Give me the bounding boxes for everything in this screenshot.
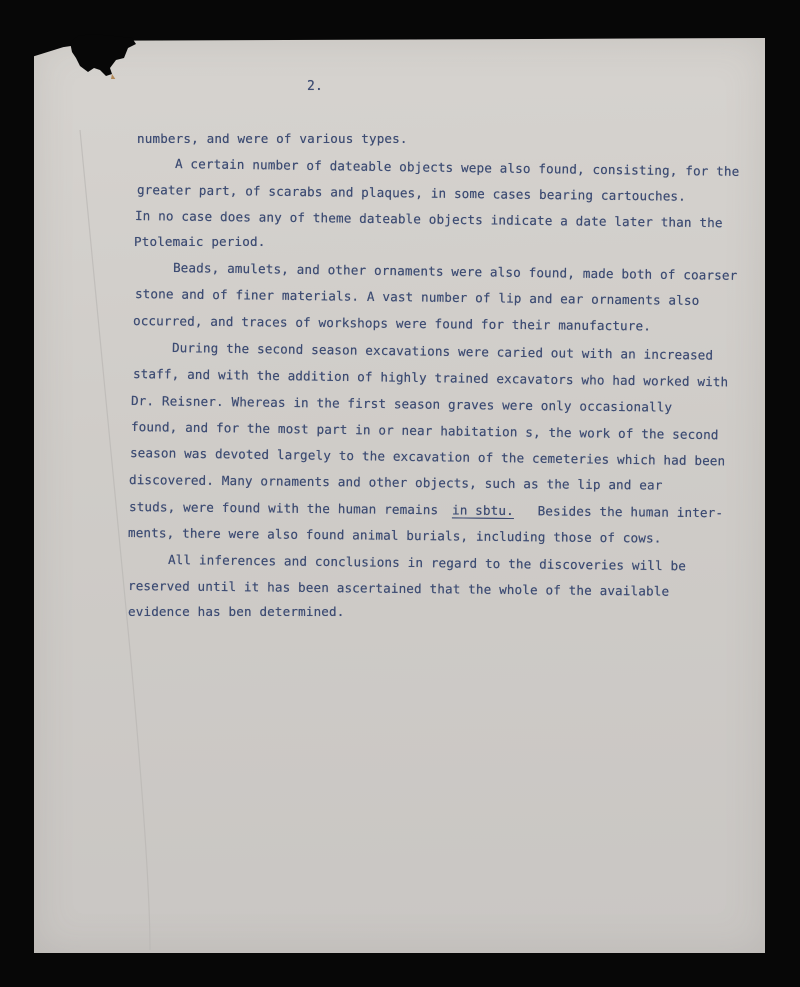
text-line-17: All inferences and conclusions in regard to the discoveries will be xyxy=(167,552,687,574)
text-line-1: numbers, and were of various types. xyxy=(137,131,408,146)
text-line-16: ments, there were also found animal burials, including those of cows. xyxy=(127,525,662,546)
text-line-15-end: Besides the human inter- xyxy=(537,503,724,521)
torn-corner-damage xyxy=(70,34,140,79)
text-line-14: discovered. Many ornaments and other objects, such as the lip and ear xyxy=(128,472,663,493)
text-line-8: occurred, and traces of workshops were found for their manufacture. xyxy=(132,313,652,334)
page-number: 2. xyxy=(307,79,323,94)
text-line-11: Dr. Reisner. Whereas in the first season graves were only occasionally xyxy=(130,393,673,415)
text-line-9: During the second season excavations were caried out with an increased xyxy=(171,340,714,363)
text-line-3: greater part, of scarabs and plaques, in some cases bearing cartouches. xyxy=(136,182,687,204)
text-line-15-start: studs, were found with the human remains xyxy=(128,499,439,518)
text-line-6: Beads, amulets, and other ornaments were also found, made both of coarser xyxy=(172,260,738,283)
text-line-7: stone and of finer materials. A vast number of lip and ear ornaments also xyxy=(134,286,700,308)
text-line-13: season was devoted largely to the excavation of the cemeteries which had been xyxy=(129,445,726,469)
underlined-in-situ: in sbtu. xyxy=(451,502,514,519)
text-line-2: A certain number of dateable objects wepe also found, consisting, for the xyxy=(174,156,740,179)
text-line-19: evidence has ben determined. xyxy=(128,604,345,619)
text-line-4: In no case does any of theme dateable objects indicate a date later than the xyxy=(134,208,723,231)
text-line-10: staff, and with the addition of highly trained excavators who had worked with xyxy=(132,366,729,390)
text-line-18: reserved until it has been ascertained that the whole of the available xyxy=(127,578,670,599)
text-line-12: found, and for the most part in or near habitation s, the work of the second xyxy=(130,419,719,443)
text-line-5: Ptolemaic period. xyxy=(134,234,266,249)
